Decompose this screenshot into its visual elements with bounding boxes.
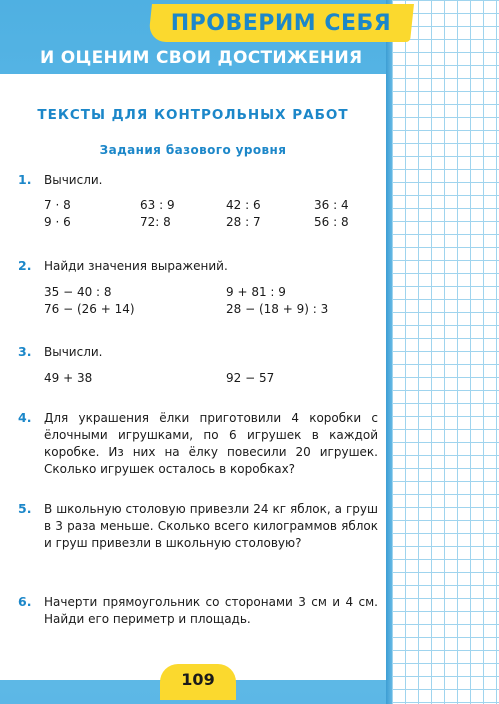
expression-row — [44, 302, 374, 318]
expression: 35 − 40 : 8 — [44, 285, 112, 299]
grid-paper-panel — [392, 0, 499, 704]
task-number: 6. — [18, 594, 32, 609]
expression-row — [44, 285, 374, 301]
expression: 7 · 8 — [44, 198, 71, 212]
header-title: ПРОВЕРИМ СЕБЯ — [170, 10, 392, 36]
task-text: Для украшения ёлки приготовили 4 коробки с ёлочными игрушками, по 6 игрушек в каждой коробке. Из них на ёлку повесили 20 игрушек. Сколько игрушек осталось в коробках? — [44, 411, 378, 476]
section-subtitle: Задания базового уровня — [99, 143, 287, 157]
expression: 72: 8 — [140, 215, 171, 229]
expression: 9 · 6 — [44, 215, 71, 229]
expression: 63 : 9 — [140, 198, 175, 212]
task-number: 4. — [18, 410, 32, 425]
task-text: Вычисли. — [44, 345, 103, 359]
expression: 56 : 8 — [314, 215, 349, 229]
content-sheet — [0, 74, 386, 680]
task-text: Найди значения выражений. — [44, 259, 228, 273]
expression: 9 + 81 : 9 — [226, 285, 286, 299]
expression: 36 : 4 — [314, 198, 349, 212]
page-number: 109 — [181, 670, 215, 689]
task-text: Начерти прямоугольник со сторонами 3 см и 4 см. Найди его периметр и площадь. — [44, 595, 378, 626]
expression-row — [44, 215, 374, 231]
task-text: В школьную столовую привезли 24 кг яблок, а груш в 3 раза меньше. Сколько всего килограммов яблок и груш привезли в школьную столовую? — [44, 502, 378, 550]
section-title: ТЕКСТЫ ДЛЯ КОНТРОЛЬНЫХ РАБОТ — [37, 107, 349, 123]
expression: 92 − 57 — [226, 371, 275, 385]
task-number: 2. — [18, 258, 32, 273]
expression-row — [44, 198, 374, 214]
expression: 76 − (26 + 14) — [44, 302, 135, 316]
task-text: Вычисли. — [44, 173, 103, 187]
expression: 42 : 6 — [226, 198, 261, 212]
task-number: 3. — [18, 344, 32, 359]
expression: 28 − (18 + 9) : 3 — [226, 302, 329, 316]
expression: 28 : 7 — [226, 215, 261, 229]
task-number: 1. — [18, 172, 32, 187]
expression-row — [44, 371, 374, 387]
expression: 49 + 38 — [44, 371, 93, 385]
header-subtitle: И ОЦЕНИМ СВОИ ДОСТИЖЕНИЯ — [40, 48, 363, 68]
task-number: 5. — [18, 501, 32, 516]
